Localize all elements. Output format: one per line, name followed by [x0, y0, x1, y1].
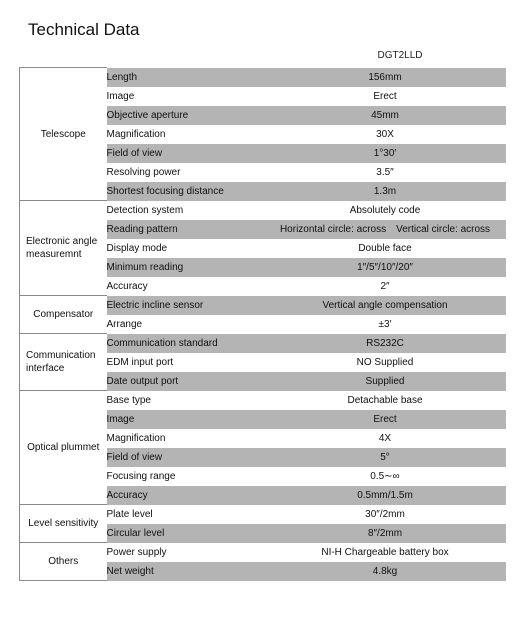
vertical-circle-value: Vertical circle: across	[396, 223, 491, 235]
param-value: 8″/2mm	[265, 524, 506, 543]
table-row	[20, 201, 506, 220]
param-value: Double face	[265, 239, 506, 258]
param-value: 2″	[265, 277, 506, 296]
group-label-others: Others	[20, 543, 107, 581]
param-value: 0.5mm/1.5m	[265, 486, 506, 505]
param-value: 4.8kg	[265, 562, 506, 581]
param-label: Arrange	[107, 315, 265, 334]
param-value: 1.3m	[265, 182, 506, 201]
param-value: RS232C	[265, 334, 506, 353]
table-row	[20, 68, 506, 87]
table-row	[20, 505, 506, 524]
horizontal-circle-value: Horizontal circle: across	[279, 223, 387, 235]
param-label: Reading pattern	[107, 220, 265, 239]
param-value: 4X	[265, 429, 506, 448]
param-label: Display mode	[107, 239, 265, 258]
param-label: Communication standard	[107, 334, 265, 353]
group-label-telescope: Telescope	[20, 68, 107, 201]
param-label: Focusing range	[107, 467, 265, 486]
param-value-pair	[265, 220, 506, 239]
group-label-optical-plummet: Optical plummet	[20, 391, 107, 505]
param-value: Supplied	[265, 372, 506, 391]
model-header: DGT2LLD	[377, 50, 423, 61]
param-value: 156mm	[265, 68, 506, 87]
param-label: Minimum reading	[107, 258, 265, 277]
param-label: Accuracy	[107, 486, 265, 505]
param-label: Length	[107, 68, 265, 87]
param-label: Image	[107, 87, 265, 106]
param-label: Circular level	[107, 524, 265, 543]
table-row	[20, 543, 506, 562]
param-value: NI-H Chargeable battery box	[265, 543, 506, 562]
param-label: Field of view	[107, 144, 265, 163]
param-label: Base type	[107, 391, 265, 410]
group-label-electronic-angle: Electronic angle measuremnt	[20, 201, 107, 296]
param-value: NO Supplied	[265, 353, 506, 372]
param-label: Magnification	[107, 429, 265, 448]
technical-data-table	[19, 67, 506, 581]
param-label: Electric incline sensor	[107, 296, 265, 315]
param-value: Vertical angle compensation	[265, 296, 506, 315]
param-label: EDM input port	[107, 353, 265, 372]
param-value: Absolutely code	[265, 201, 506, 220]
table-row	[20, 391, 506, 410]
param-label: Image	[107, 410, 265, 429]
param-label: Shortest focusing distance	[107, 182, 265, 201]
group-label-level-sensitivity: Level sensitivity	[20, 505, 107, 543]
param-value: Erect	[265, 410, 506, 429]
param-value: ±3′	[265, 315, 506, 334]
param-label: Resolving power	[107, 163, 265, 182]
param-label: Detection system	[107, 201, 265, 220]
param-value: 0.5∼∞	[265, 467, 506, 486]
param-value: 30X	[265, 125, 506, 144]
param-label: Power supply	[107, 543, 265, 562]
table-row	[20, 334, 506, 353]
param-value: 3.5″	[265, 163, 506, 182]
param-label: Objective aperture	[107, 106, 265, 125]
param-label: Field of view	[107, 448, 265, 467]
param-value: Erect	[265, 87, 506, 106]
param-label: Accuracy	[107, 277, 265, 296]
param-label: Net weight	[107, 562, 265, 581]
page-title: Technical Data	[28, 20, 140, 39]
param-value: 1″/5″/10″/20″	[265, 258, 506, 277]
table-row	[20, 296, 506, 315]
param-label: Date output port	[107, 372, 265, 391]
param-value: Detachable base	[265, 391, 506, 410]
param-value: 5°	[265, 448, 506, 467]
param-value: 45mm	[265, 106, 506, 125]
param-label: Plate level	[107, 505, 265, 524]
group-label-compensator: Compensator	[20, 296, 107, 334]
group-label-communication-interface: Communication interface	[20, 334, 107, 391]
param-value: 1°30′	[265, 144, 506, 163]
param-value: 30″/2mm	[265, 505, 506, 524]
param-label: Magnification	[107, 125, 265, 144]
